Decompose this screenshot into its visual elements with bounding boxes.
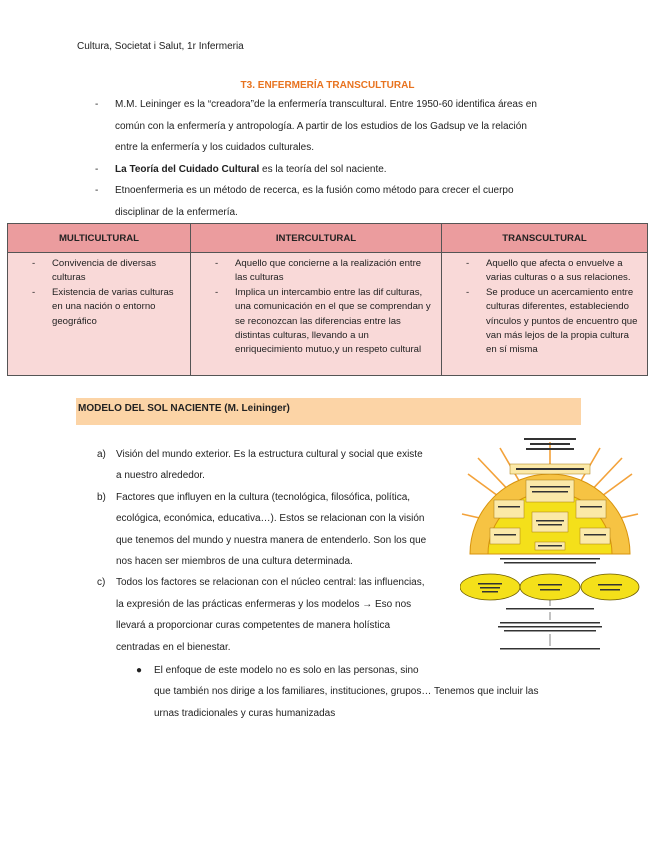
list-item: b) Factores que influyen en la cultura (tecnológica, filosófica, política, ecológica, económica, educativa…). Estos se relacionan con la visión que tenemos del mundo y nuestra manera de entenderlo. Son los que nos hacen ser miembros de una cultura determinada.	[97, 491, 427, 568]
sunrise-model-figure	[460, 434, 640, 664]
table-header: INTERCULTURAL	[191, 224, 442, 253]
list-item: a) Visión del mundo exterior. Es la estructura cultural y social que existe a nuestro alrededor.	[97, 449, 423, 482]
intro-bullets	[95, 94, 555, 224]
section-heading: MODELO DEL SOL NACIENTE (M. Leininger)	[76, 398, 581, 425]
list-item: ● El enfoque de este modelo no es solo en las personas, sino que también nos dirige a los familiares, instituciones, grupos… Tenemos que incluir las urnas tradicionales y curas humanizadas	[136, 665, 539, 719]
table-header: MULTICULTURAL	[8, 224, 191, 253]
nursing-care-oval	[520, 574, 580, 600]
intro-bullet: - La Teoría del Cuidado Cultural es la teoría del sol naciente.	[95, 163, 387, 175]
culture-comparison-table	[7, 223, 648, 376]
list-item: c) Todos los factores se relacionan con el núcleo central: las influencias, la expresión de las prácticas enfermeras y los modelos → Eso nos llevará a proporcionar curas competentes de manera holística centradas en el bienestar.	[97, 577, 425, 653]
table-header: TRANSCULTURAL	[442, 224, 648, 253]
dot-list	[136, 660, 576, 724]
page-title: T3. ENFERMERÍA TRANSCULTURAL	[240, 80, 415, 91]
professional-system-oval	[581, 574, 639, 600]
model-list	[97, 444, 457, 658]
intro-bullet: - Etnoenfermeria es un método de recerca, es la fusión como método para crecer el cuerpo disciplinar de la enfermería.	[95, 185, 514, 218]
document-header: Cultura, Societat i Salut, 1r Infermeria	[77, 41, 244, 52]
table-cell: - Aquello que concierne a la realización entre las culturas - Implica un intercambio entre las dif culturas, una comunicación en el que se comprendan y se reconozcan las diferencias entre las distintas culturas, llevando a un enriquecimiento mutuo,y un respeto cultural	[191, 253, 442, 376]
table-cell: - Aquello que afecta o envuelve a varias culturas o a sus relaciones. - Se produce un acercamiento entre culturas diferentes, estableciendo vínculos y puntos de encuentro que van más lejos de la propia cultura en sí misma	[442, 253, 648, 376]
table-cell: - Convivencia de diversas culturas - Existencia de varias culturas en una nación o entorno geográfico	[8, 253, 191, 376]
intro-bullet: - M.M. Leininger es la “creadora”de la enfermería transcultural. Entre 1950-60 identifica áreas en común con la enfermería y antropología. A partir de los estudios de los Gadsup ve la relación entre la enfermería y los cuidados culturales.	[95, 99, 537, 154]
